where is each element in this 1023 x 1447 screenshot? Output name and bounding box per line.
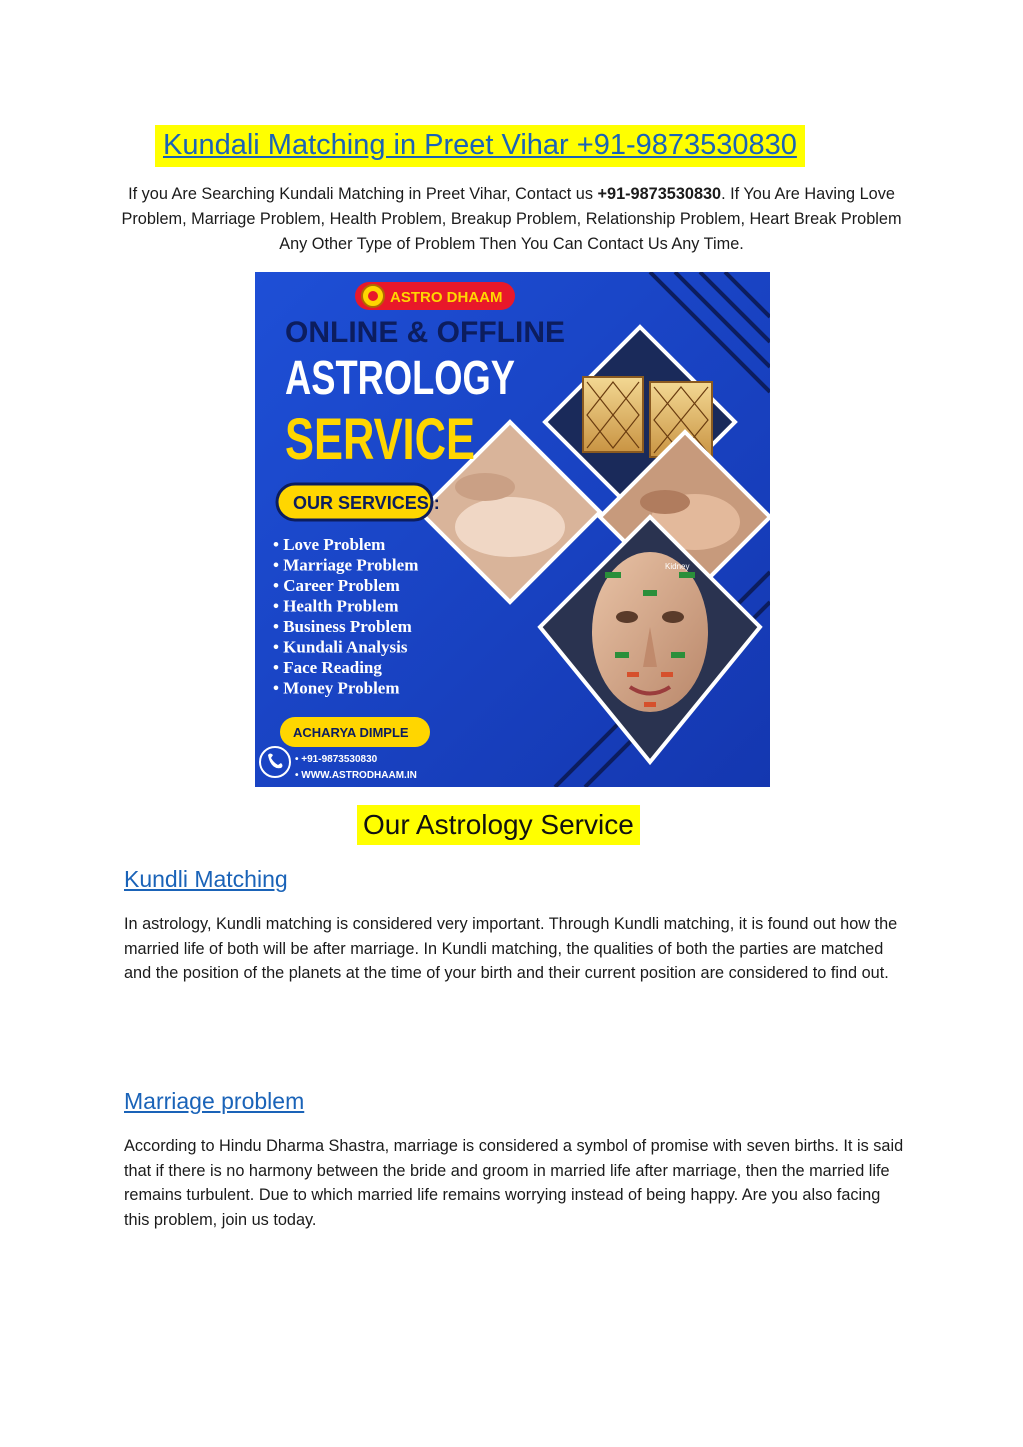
poster-line2: ASTROLOGY xyxy=(285,352,515,405)
service-item: • Love Problem xyxy=(273,535,386,554)
brand-name: ASTRO DHAAM xyxy=(390,289,503,306)
service-item: • Marriage Problem xyxy=(273,555,419,575)
section-title: Our Astrology Service xyxy=(357,805,640,845)
poster-phone: • +91-9873530830 xyxy=(295,754,378,765)
service-item: • Business Problem xyxy=(273,617,412,636)
page-title[interactable]: Kundali Matching in Preet Vihar +91-9873530830 xyxy=(155,125,805,167)
marriage-problem-text: According to Hindu Dharma Shastra, marriage is considered a symbol of promise with seven births. It is said that if there is no harmony between the bride and groom in married life after marriage, then the married life remains turbulent. Due to which married life remains worrying instead of being happy. Are you also facing this problem, join us today. xyxy=(124,1137,904,1230)
poster-line3: SERVICE xyxy=(285,407,475,472)
intro-text: If you Are Searching Kundali Matching in Preet Vihar, Contact us xyxy=(128,185,598,203)
intro-phone: +91-9873530830 xyxy=(597,185,722,203)
service-item: • Money Problem xyxy=(273,678,400,698)
kundli-matching-text: In astrology, Kundli matching is considered very important. Through Kundli matching, it is found out how the married life of both will be after marriage. In Kundli matching, the qualities of both the parties are matched and the position of the planets at the time of your birth and their current position are considered to find out. xyxy=(124,915,898,983)
face-label: Kidney xyxy=(665,562,690,571)
service-item: • Health Problem xyxy=(273,596,399,616)
intro-paragraph xyxy=(120,182,903,257)
heading-kundli-matching[interactable]: Kundli Matching xyxy=(124,866,288,892)
heading-marriage-problem[interactable]: Marriage problem xyxy=(124,1088,305,1114)
poster-website: • WWW.ASTRODHAAM.IN xyxy=(295,770,417,781)
brand-logo xyxy=(355,282,515,310)
poster-line1: ONLINE & OFFLINE xyxy=(285,316,565,349)
astrology-service-poster xyxy=(255,272,770,787)
intro-text-rest: . If You Are Having Love Problem, Marriage Problem, Health Problem, Breakup Problem, Relationship Problem, Heart Break Problem Any Other Type of Problem Then You Can Contact Us Any Time. xyxy=(121,185,902,253)
service-item: • Face Reading xyxy=(273,658,382,677)
service-item: • Career Problem xyxy=(273,576,400,595)
astrologer-name: ACHARYA DIMPLE xyxy=(293,725,409,740)
services-heading: OUR SERVICES : xyxy=(293,493,440,513)
service-item: • Kundali Analysis xyxy=(273,637,408,657)
